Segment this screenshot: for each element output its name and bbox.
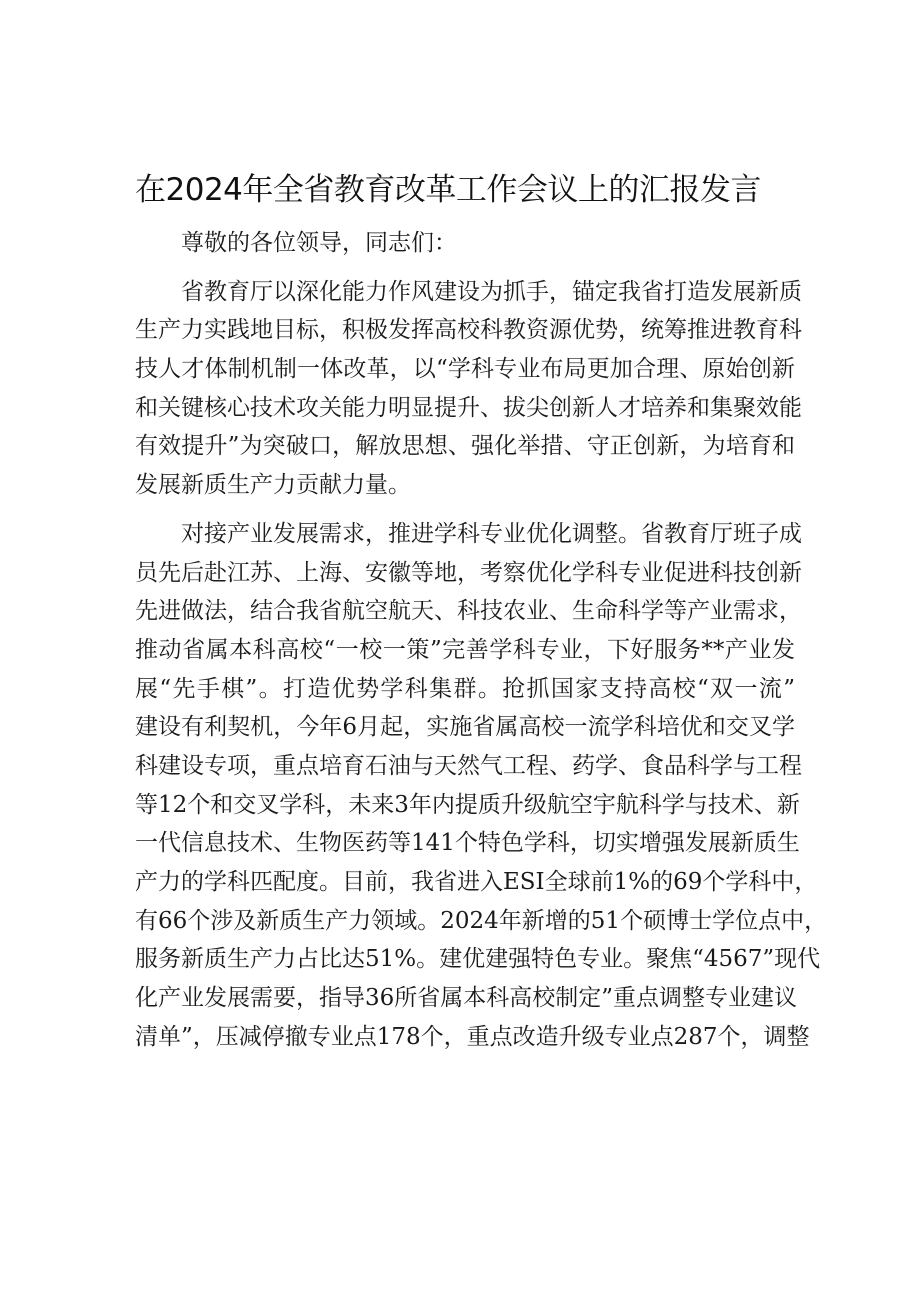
paragraph-line: 清单”，压减停撤专业点178个，重点改造升级专业点287个，调整 <box>135 1023 810 1050</box>
paragraph-line: 展“先手棋”。打造优势学科集群。抢抓国家支持高校“双一流” <box>135 675 795 702</box>
paragraph-line: 对接产业发展需求，推进学科专业优化调整。省教育厅班子成 <box>181 520 802 547</box>
document-title: 在2024年全省教育改革工作会议上的汇报发言 <box>135 172 761 208</box>
paragraph-line: 有效提升”为突破口，解放思想、强化举措、守正创新，为培育和 <box>135 433 795 460</box>
paragraph-industry <box>135 515 828 1057</box>
paragraph-intro <box>135 273 802 505</box>
paragraph-line: 有66个涉及新质生产力领域。2024年新增的51个硕博士学位点中， <box>135 907 828 934</box>
paragraph-line: 产力的学科匹配度。目前，我省进入ESI全球前1%的69个学科中， <box>135 869 818 895</box>
paragraph-line: 服务新质生产力占比达51%。建优建强特色专业。聚焦“4567”现代 <box>135 946 821 973</box>
paragraph-line: 先进做法，结合我省航空航天、科技农业、生命科学等产业需求， <box>135 598 802 625</box>
paragraph-line: 生产力实践地目标，积极发挥高校科教资源优势，统筹推进教育科 <box>135 317 802 344</box>
paragraph-line: 员先后赴江苏、上海、安徽等地，考察优化学科专业促进科技创新 <box>135 559 802 586</box>
paragraph-line: 省教育厅以深化能力作风建设为抓手，锚定我省打造发展新质 <box>181 278 802 305</box>
salutation: 尊敬的各位领导，同志们： <box>181 230 457 256</box>
paragraph-line: 推动省属本科高校“一校一策”完善学科专业，下好服务**产业发 <box>135 636 795 663</box>
paragraph-line: 和关键核心技术攻关能力明显提升、拔尖创新人才培养和集聚效能 <box>135 394 802 421</box>
document-body <box>135 224 828 1056</box>
paragraph-line: 建设有利契机，今年6月起，实施省属高校一流学科培优和交叉学 <box>135 714 795 741</box>
paragraph-line: 等12个和交叉学科，未来3年内提质升级航空宇航科学与技术、新 <box>135 791 800 818</box>
paragraph-gap <box>135 263 795 273</box>
paragraph-line: 科建设专项，重点培育石油与天然气工程、药学、食品科学与工程 <box>135 752 802 779</box>
paragraph-line: 发展新质生产力贡献力量。 <box>135 472 411 499</box>
paragraph-line: 化产业发展需要，指导36所省属本科高校制定”重点调整专业建议 <box>135 985 798 1012</box>
paragraph-line: 技人才体制机制一体改革，以“学科专业布局更加合理、原始创新 <box>135 356 795 383</box>
paragraph-line: 一代信息技术、生物医药等141个特色学科，切实增强发展新质生 <box>135 830 800 857</box>
paragraph-gap <box>135 505 795 515</box>
